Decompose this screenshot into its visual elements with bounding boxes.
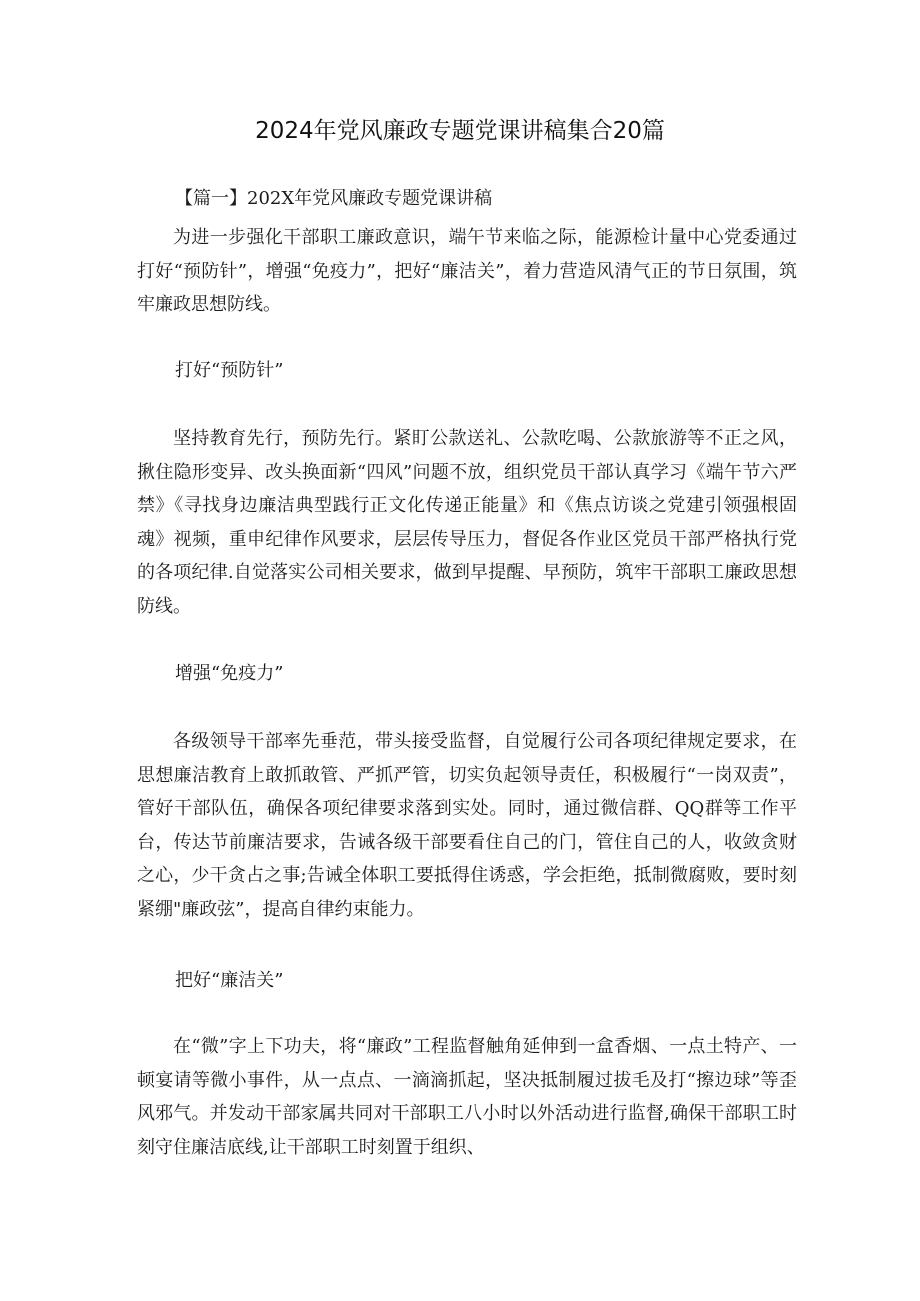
paragraph-preventive-shot: 坚持教育先行，预防先行。紧盯公款送礼、公款吃喝、公款旅游等不正之风，揪住隐形变异、改头换面新“四风”问题不放，组织党员干部认真学习《端午节六严禁》《寻找身边廉洁典型践行正文化传递正能量》和《焦点访谈之党建引领强根固魂》视频，重申纪律作风要求，层层传导压力，督促各作业区党员干部严格执行党的各项纪律.自觉落实公司相关要求，做到早提醒、早预防，筑牢干部职工廉政思想防线。 bbox=[137, 428, 797, 617]
heading-integrity-gate: 把好“廉洁关” bbox=[175, 970, 284, 991]
heading-immunity: 增强“免疫力” bbox=[175, 663, 284, 684]
section-title: 【篇一】202X年党风廉政专题党课讲稿 bbox=[175, 188, 493, 209]
heading-preventive-shot: 打好“预防针” bbox=[175, 360, 284, 381]
paragraph-integrity-gate: 在“微”字上下功夫，将“廉政”工程监督触角延伸到一盒香烟、一点土特产、一顿宴请等微小事件，从一点点、一滴滴抓起，坚决抵制履过拔毛及打“擦边球”等歪风邪气。并发动干部家属共同对干部职工八小时以外活动进行监督,确保干部职工时刻守住廉洁底线,让干部职工时刻置于组织、 bbox=[137, 1036, 797, 1158]
intro-paragraph: 为进一步强化干部职工廉政意识，端午节来临之际，能源检计量中心党委通过打好“预防针”，增强“免疫力”，把好“廉洁关”，着力营造风清气正的节日氛围，筑牢廉政思想防线。 bbox=[137, 227, 797, 316]
paragraph-immunity: 各级领导干部率先垂范，带头接受监督，自觉履行公司各项纪律规定要求，在思想廉洁教育上敢抓敢管、严抓严管，切实负起领导责任，积极履行“一岗双责”，管好干部队伍，确保各项纪律要求落到实处。同时，通过微信群、QQ群等工作平台，传达节前廉洁要求，告诫各级干部要看住自己的门，管住自己的人，收敛贪财之心，少干贪占之事;告诫全体职工要抵得住诱惑，学会拒绝，抵制微腐败，要时刻紧绷"廉政弦”，提高自律约束能力。 bbox=[137, 731, 797, 920]
document-title: 2024年党风廉政专题党课讲稿集合20篇 bbox=[255, 118, 665, 144]
